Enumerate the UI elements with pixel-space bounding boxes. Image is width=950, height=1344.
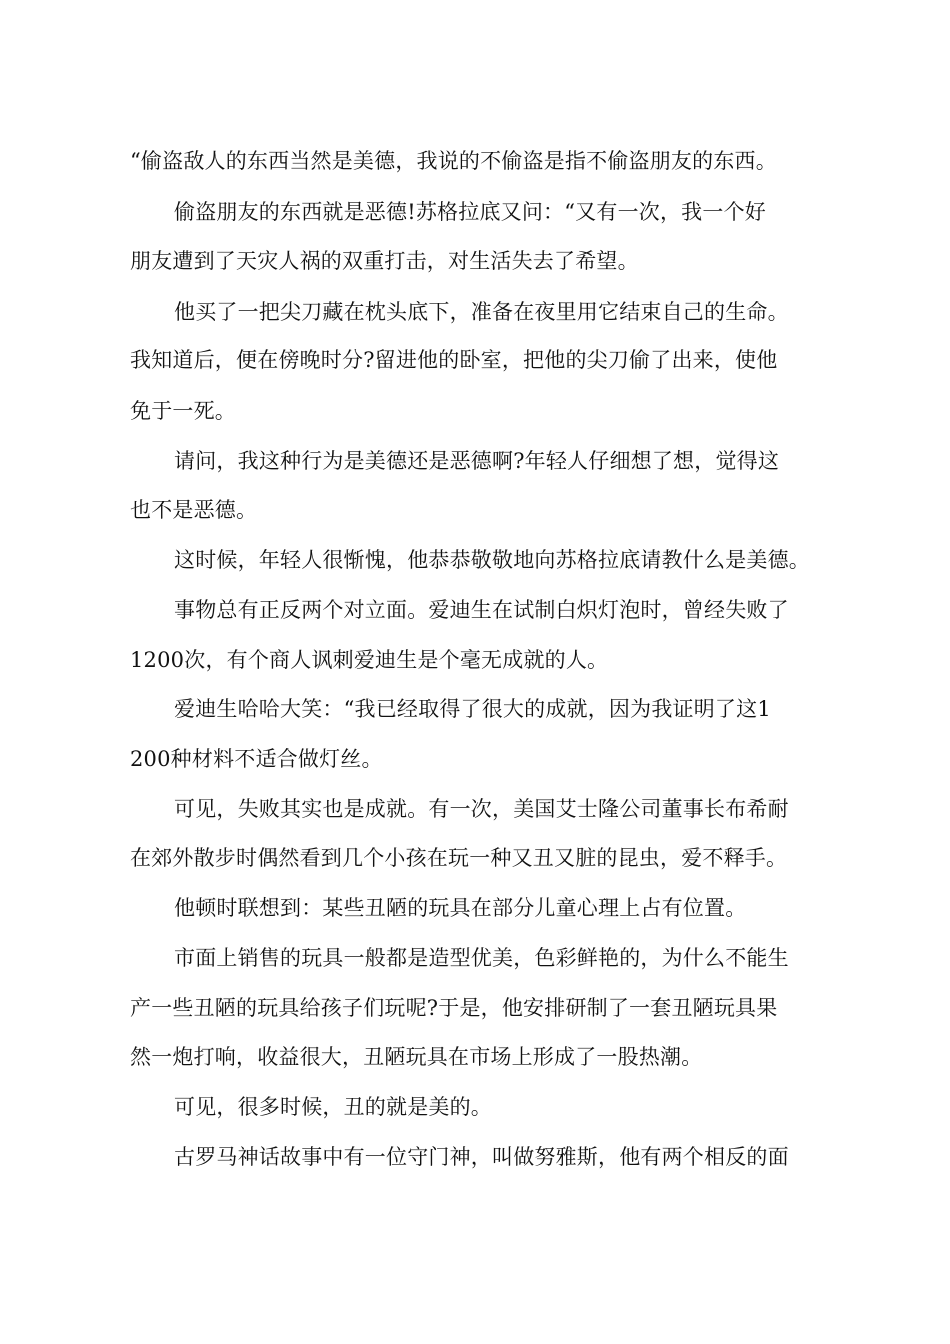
text-line-8: 也不是恶德。	[130, 498, 258, 522]
text-line-9: 这时候，年轻人很惭愧，他恭恭敬敬地向苏格拉底请教什么是美德。	[174, 548, 810, 572]
text-line-7: 请问，我这种行为是美德还是恶德啊?年轻人仔细想了想，觉得这	[174, 449, 780, 473]
text-line-14: 可见，失败其实也是成就。有一次，美国艾士隆公司董事长布希耐	[174, 797, 789, 821]
text-line-15: 在郊外散步时偶然看到几个小孩在玩一种又丑又脏的昆虫，爱不释手。	[130, 846, 788, 870]
text-line-5: 我知道后，便在傍晚时分?留进他的卧室，把他的尖刀偷了出来，使他	[130, 348, 778, 372]
text-line-17: 市面上销售的玩具一般都是造型优美，色彩鲜艳的，为什么不能生	[174, 946, 789, 970]
text-line-2: 偷盗朋友的东西就是恶德!苏格拉底又问：“又有一次，我一个好	[174, 200, 766, 224]
text-line-10: 事物总有正反两个对立面。爱迪生在试制白炽灯泡时，曾经失败了	[174, 598, 789, 622]
text-line-16: 他顿时联想到：某些丑陋的玩具在部分儿童心理上占有位置。	[174, 896, 747, 920]
text-line-19: 然一炮打响，收益很大，丑陋玩具在市场上形成了一股热潮。	[130, 1045, 703, 1069]
text-line-20: 可见，很多时候，丑的就是美的。	[174, 1095, 492, 1119]
text-line-3: 朋友遭到了天灾人祸的双重打击，对生活失去了希望。	[130, 249, 639, 273]
text-line-1: “偷盗敌人的东西当然是美德，我说的不偷盗是指不偷盗朋友的东西。	[130, 149, 777, 173]
text-line-4: 他买了一把尖刀藏在枕头底下，准备在夜里用它结束自己的生命。	[174, 300, 789, 324]
text-line-11: 1200次，有个商人讽刺爱迪生是个毫无成就的人。	[130, 648, 609, 672]
text-line-21: 古罗马神话故事中有一位守门神，叫做努雅斯，他有两个相反的面	[174, 1145, 789, 1169]
text-line-13: 200种材料不适合做灯丝。	[130, 747, 383, 771]
text-line-18: 产一些丑陋的玩具给孩子们玩呢?于是，他安排研制了一套丑陋玩具果	[130, 996, 778, 1020]
text-line-12: 爱迪生哈哈大笑：“我已经取得了很大的成就，因为我证明了这1	[174, 697, 771, 721]
text-line-6: 免于一死。	[130, 399, 236, 423]
